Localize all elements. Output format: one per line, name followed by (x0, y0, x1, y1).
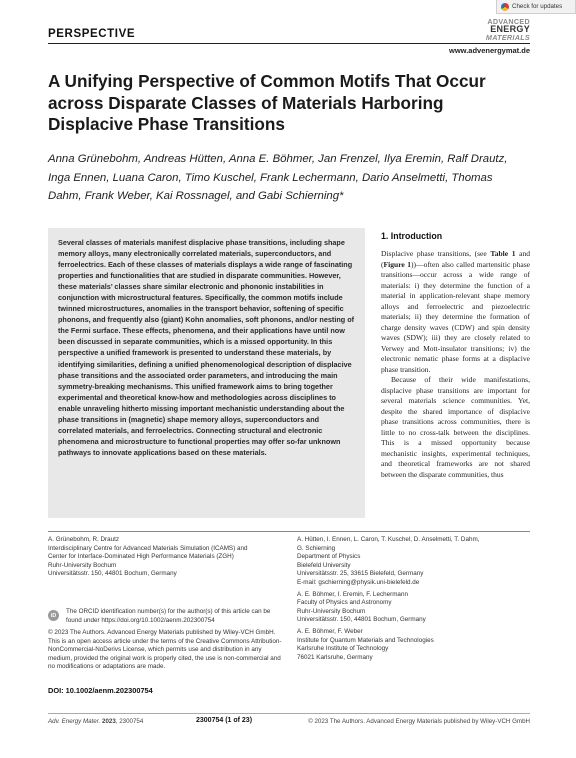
affiliation-line: Ruhr-University Bochum (297, 607, 366, 615)
section-label: PERSPECTIVE (48, 28, 136, 40)
intro-text: and ( (381, 249, 530, 269)
author-list: Anna Grünebohm, Andreas Hütten, Anna E. Böhmer, Jan Frenzel, Ilya Eremin, Ralf Drautz, Inga Ennen, Luana Caron, Timo Kuschel, Frank Lechermann, Dario Anselmetti, Thomas Dahm, Frank Weber, Kai Rossnagel, and Gabi Schierning* (48, 153, 508, 203)
email-link[interactable]: E-mail: gschierning@physik.uni-bielefeld.de (297, 578, 420, 586)
affiliation-line: Bielefeld University (297, 561, 351, 569)
affiliation-block (297, 591, 531, 625)
article-title: A Unifying Perspective of Common Motifs That Occur across Disparate Classes of Materials Harboring Displacive Phase Transitions (48, 71, 486, 134)
footer-article-number: , 2300754 (115, 718, 144, 725)
affiliation-line: A. E. Böhmer, F. Weber (297, 627, 363, 635)
footer-page-number: 2300754 (1 of 23) (196, 717, 253, 724)
footer-copyright: © 2023 The Authors. Advanced Energy Materials published by Wiley-VCH GmbH (308, 718, 530, 725)
table-1-link[interactable]: Table 1 (490, 249, 516, 258)
affiliation-block (297, 536, 531, 588)
copyright-notice: © 2023 The Authors. Advanced Energy Materials published by Wiley-VCH GmbH. This is an open access article under the terms of the Creative Commons Attribution-NonCommercial-NoDerivs License, which permits use and distribution in any medium, provided the original work is properly cited, the use is non-commercial and no modifications or adaptations are made. (48, 629, 282, 671)
footer-rule (48, 713, 530, 714)
header-rule (48, 43, 530, 44)
journal-logo-line-1: ADVANCED (487, 17, 530, 26)
section-heading-introduction: 1. Introduction (381, 231, 443, 241)
journal-logo (454, 18, 530, 42)
abstract-text: Several classes of materials manifest displacive phase transitions, including shape memory alloys, many electronically correlated materials, superconductors, and ferroelectrics. Each of these classes of materials displays a wide range of fascinating properties and functionalities that are studied in disparate communities. However, these materials’ classes share similar electronic and phononic instabilities in conjunction with microstructural features. Specifically, the common motifs include twinned microstructures, anomalies in the transport behavior, softening of specific phonons, and frequently also (giant) Kohn anomalies, soft phonons, and/or nesting of the Fermi surface. These effects, phenomena, and their applications have until now been discussed in separate communities, which is a missed opportunity. In this perspective a unified framework is presented to understand these materials, by identifying similarities, defining a unified phenomenological description of displacive phase transitions and the associated order parameters, and introducing the main symmetry-breaking mechanisms. This unified framework aims to bring together experimental and theoretical know-how and methodologies across disciplines to enable unraveling hitherto missing important mechanistic understanding about the phase transitions in (magnetic) shape memory alloys, superconductors and correlated materials, and ferroelectrics. Connecting structural and electronic phenomena and microstructure to functional properties may offer so-far unknown pathways to innovate applications based on these materials. (58, 238, 355, 457)
affiliation-line: Faculty of Physics and Astronomy (297, 599, 392, 607)
figure-1-link[interactable]: Figure 1 (383, 259, 412, 269)
orcid-note (48, 608, 283, 625)
affiliation-line: Center for Interface-Dominated High Performance Materials (ZGH) (48, 553, 234, 561)
intro-paragraph-2: Because of their wide manifestations, displacive phase transitions are important for several materials science communities. Yet, despite the shared importance of displacive phase transitions across communities, there is little to no cross-talk between the disciplines. This is a missed opportunity because mechanistic insights, experimental techniques, and theoretical frameworks are not shared between the disparate communities, thus (381, 375, 530, 479)
affiliations-left (48, 536, 283, 582)
section-divider (48, 531, 530, 532)
intro-paragraph-1 (381, 249, 530, 375)
affiliation-line: Karlsruhe Institute of Technology (297, 645, 389, 653)
affiliation-line: Institute for Quantum Materials and Technologies (297, 636, 434, 644)
journal-logo-line-2: ENERGY (490, 24, 530, 35)
affiliation-block (48, 536, 283, 579)
check-for-updates-label: Check for updates (512, 3, 563, 10)
affiliation-line: Department of Physics (297, 553, 361, 561)
affiliation-line: Ruhr-University Bochum (48, 561, 117, 569)
affiliation-line: Universitätsstr. 150, 44801 Bochum, Germany (297, 616, 426, 624)
affiliation-line: A. E. Böhmer, I. Eremin, F. Lechermann (297, 590, 408, 598)
journal-logo-line-3: MATERIALS (485, 33, 530, 43)
affiliation-line: Universitätsstr. 25, 33615 Bielefeld, Germany (297, 570, 424, 578)
affiliation-line: Interdisciplinary Centre for Advanced Materials Simulation (ICAMS) and (48, 544, 248, 552)
journal-url[interactable]: www.advenergymat.de (449, 46, 530, 55)
affiliation-line: A. Hütten, I. Ennen, L. Caron, T. Kuschel, D. Anselmetti, T. Dahm, (297, 536, 480, 543)
orcid-text[interactable]: The ORCID identification number(s) for the author(s) of this article can be found under https://doi.org/10.1002/aenm.202300754 (66, 608, 271, 624)
intro-text: ))—often also called martensitic phase transitions—occur across a wide range of materials: i) they determine the function of a material in application-relevant shape memory alloys and ferroelectric and piezoelectric materials; ii) they determine the formation of charge density waves (CDW) and spin density waves (SDW); iii) they are closely related to Verwey and Mott-insulator transitions; iv) the electronic nematic phase forms at a displacive phase transition. (381, 259, 530, 374)
footer-year: 2023 (102, 718, 116, 725)
doi-link[interactable]: DOI: 10.1002/aenm.202300754 (48, 686, 153, 695)
abstract-box (48, 228, 365, 518)
footer-journal: Adv. Energy Mater. (48, 718, 101, 725)
affiliations-right (297, 536, 531, 665)
affiliation-line: Universitätsstr. 150, 44801 Bochum, Germany (48, 570, 177, 578)
crossmark-icon (501, 3, 509, 11)
affiliation-line: 76021 Karlsruhe, Germany (297, 653, 373, 661)
check-for-updates-button[interactable] (496, 0, 576, 14)
footer-citation (48, 718, 143, 725)
affiliation-line: A. Grünebohm, R. Drautz (48, 536, 120, 543)
orcid-icon: iD (48, 610, 59, 621)
intro-text: Displacive phase transitions, (see (381, 249, 491, 258)
affiliation-line: G. Schierning (297, 544, 336, 552)
introduction-body (381, 249, 530, 480)
affiliation-block (297, 628, 531, 662)
